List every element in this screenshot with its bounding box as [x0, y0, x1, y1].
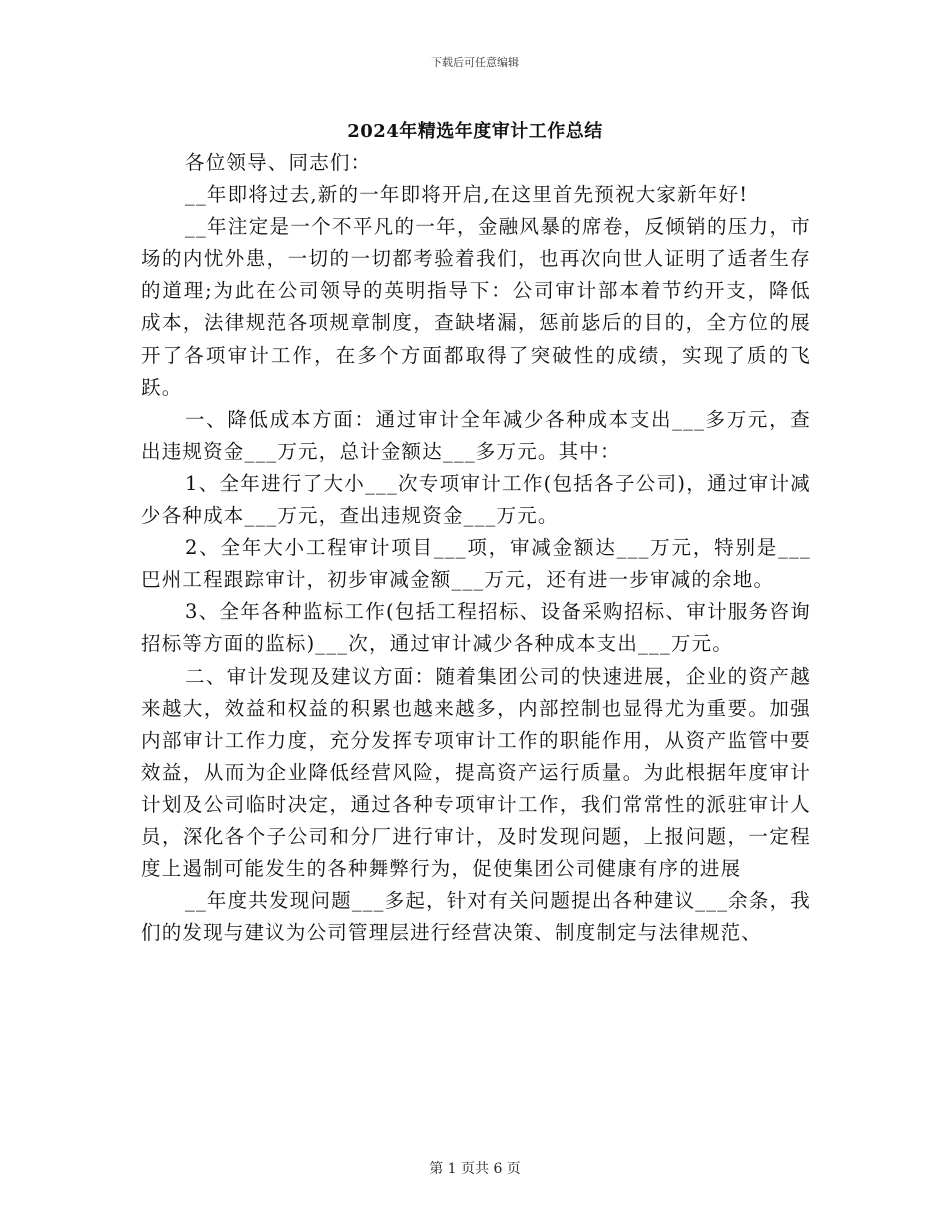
body-paragraph: __年注定是一个不平凡的一年，金融风暴的席卷，反倾销的压力，市场的内忧外患，一切的一切都考验着我们，也再次向世人证明了适者生存的道理;为此在公司领导的英明指导下：公司审计部本着节约开支，降低成本，法律规范各项规章制度，查缺堵漏，惩前毖后的目的，全方位的展开了各项审计工作，在多个方面都取得了突破性的成绩，实现了质的飞跃。: [141, 215, 811, 399]
page-header-note: 下载后可任意编辑: [431, 56, 519, 69]
list-item: 3、全年各种监标工作(包括工程招标、设备采购招标、审计服务咨询招标等方面的监标)___次，通过审计减少各种成本支出___万元。: [141, 600, 811, 656]
document-body: [141, 147, 811, 949]
salutation-paragraph: 各位领导、同志们：: [185, 151, 372, 174]
section-cost-reduction: 一、降低成本方面：通过审计全年减少各种成本支出___多万元，查出违规资金___万元，总计金额达___多万元。其中：: [141, 407, 811, 463]
page-number-footer: 第 1 页共 6 页: [429, 1161, 521, 1177]
document-title: 2024年精选年度审计工作总结: [347, 121, 603, 142]
body-paragraph: __年即将过去,新的一年即将开启,在这里首先预祝大家新年好!: [185, 183, 749, 207]
section-audit-findings: 二、审计发现及建议方面：随着集团公司的快速进展，企业的资产越来越大，效益和权益的积累也越来越多，内部控制也显得尤为重要。加强内部审计工作力度，充分发挥专项审计工作的职能作用，从资产监管中要效益，从而为企业降低经营风险，提高资产运行质量。为此根据年度审计计划及公司临时决定，通过各种专项审计工作，我们常常性的派驻审计人员，深化各个子公司和分厂进行审计，及时发现问题，上报问题，一定程度上遏制可能发生的各种舞弊行为，促使集团公司健康有序的进展: [141, 664, 811, 881]
body-paragraph: __年度共发现问题___多起，针对有关问题提出各种建议___余条，我们的发现与建议为公司管理层进行经营决策、制度制定与法律规范、: [141, 889, 811, 945]
list-item: 2、全年大小工程审计项目___项，审减金额达___万元，特别是___巴州工程跟踪审计，初步审减金额___万元，还有进一步审减的余地。: [141, 536, 811, 592]
list-item: 1、全年进行了大小___次专项审计工作(包括各子公司)，通过审计减少各种成本___万元，查出违规资金___万元。: [141, 471, 811, 528]
